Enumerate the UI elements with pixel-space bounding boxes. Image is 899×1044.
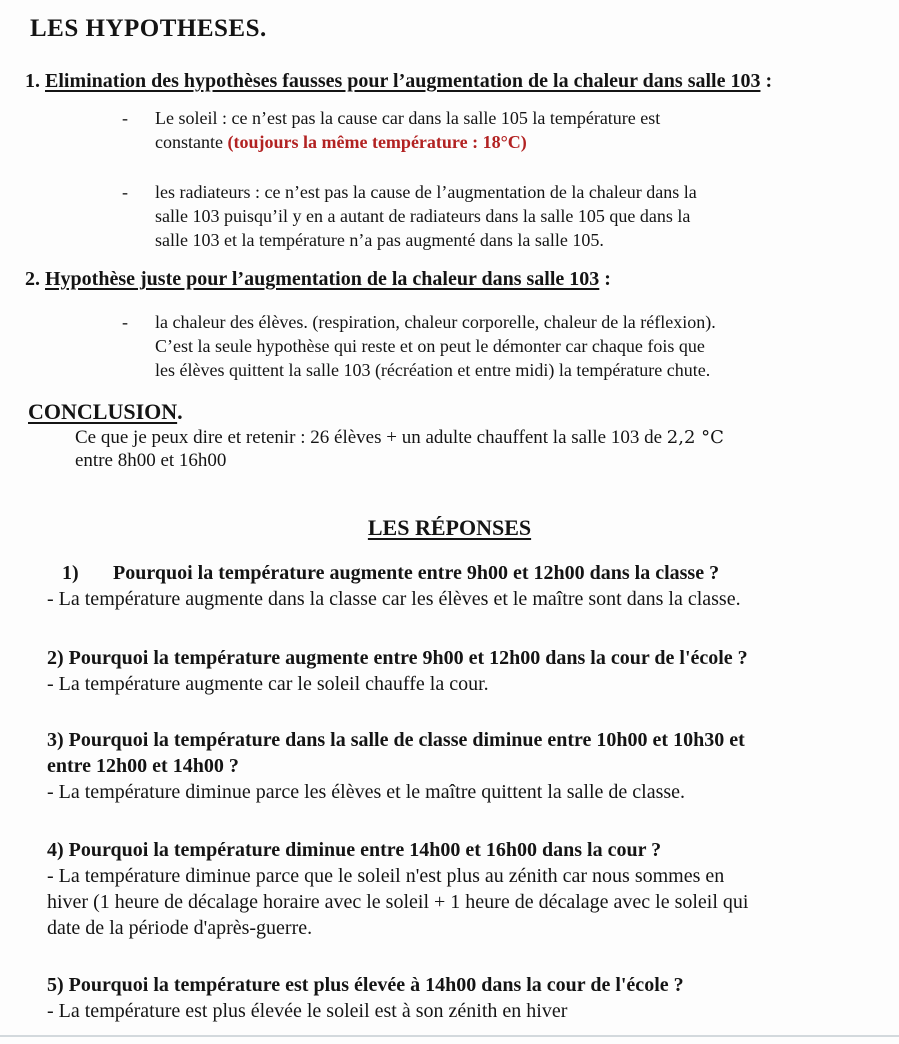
question-1-number: 1)	[62, 562, 79, 584]
section-1-number: 1.	[25, 70, 45, 92]
bullet-dash: -	[122, 312, 128, 332]
bullet-dash: -	[122, 182, 128, 202]
bullet-line: les radiateurs : ce n’est pas la cause de l’augmentation de la chaleur dans la	[155, 182, 697, 202]
section-2-number: 2.	[25, 268, 45, 290]
section-2-heading	[25, 266, 899, 292]
hypothesis-bullet-soleil	[0, 106, 899, 154]
bullet-dash: -	[122, 108, 128, 128]
conclusion-body	[75, 426, 899, 472]
bullet-line: C’est la seule hypothèse qui reste et on peut le démonter car chaque fois que	[155, 336, 705, 356]
question-2: 2) Pourquoi la température augmente entre 9h00 et 12h00 dans la cour de l'école ?	[47, 647, 748, 669]
section-1-heading-text: Elimination des hypothèses fausses pour l’augmentation de la chaleur dans salle 103	[45, 70, 761, 92]
qa-item-2	[47, 645, 885, 697]
answer-4-line-2: hiver (1 heure de décalage horaire avec le soleil + 1 heure de décalage avec le soleil qui	[47, 891, 749, 913]
temperature-value: 2,2 °C	[666, 427, 724, 448]
answer-2: - La température augmente car le soleil chauffe la cour.	[47, 673, 489, 695]
responses-heading	[0, 514, 899, 542]
bullet-line: la chaleur des élèves. (respiration, chaleur corporelle, chaleur de la réflexion).	[155, 312, 716, 332]
qa-item-5	[47, 972, 885, 1024]
question-3-line-2: entre 12h00 et 14h00 ?	[47, 755, 239, 777]
conclusion-text: Ce que je peux dire et retenir : 26 élèves + un adulte chauffent la salle 103 de	[75, 427, 667, 448]
section-2-heading-suffix: :	[599, 268, 611, 290]
bullet-line: Le soleil : ce n’est pas la cause car dans la salle 105 la température est	[155, 108, 661, 128]
qa-item-4	[47, 837, 885, 941]
conclusion-heading-suffix: .	[177, 399, 183, 424]
hypothesis-bullet-eleves	[0, 310, 899, 382]
answer-1: - La température augmente dans la classe car les élèves et le maître sont dans la classe.	[47, 588, 741, 610]
question-3: 3) Pourquoi la température dans la salle de classe diminue entre 10h00 et 10h30 et	[47, 729, 745, 751]
question-1	[47, 560, 885, 586]
answer-5: - La température est plus élevée le soleil est à son zénith en hiver	[47, 1000, 568, 1022]
bullet-line	[155, 130, 859, 154]
bullet-line: salle 103 et la température n’a pas augmenté dans la salle 105.	[155, 230, 604, 250]
bullet-line: salle 103 puisqu’il y en a autant de radiateurs dans la salle 105 que dans la	[155, 206, 691, 226]
question-5: 5) Pourquoi la température est plus élevée à 14h00 dans la cour de l'école ?	[47, 974, 684, 996]
qa-item-3	[47, 727, 885, 805]
conclusion-heading-text: CONCLUSION	[28, 399, 178, 424]
bullet-line: les élèves quittent la salle 103 (récréation et entre midi) la température chute.	[155, 360, 711, 380]
conclusion-line	[75, 426, 899, 449]
answer-4: - La température diminue parce que le soleil n'est plus au zénith car nous sommes en	[47, 865, 725, 887]
question-1-text: Pourquoi la température augmente entre 9h00 et 12h00 dans la classe ?	[113, 562, 720, 584]
section-1-heading-suffix: :	[760, 70, 773, 92]
conclusion-heading	[28, 398, 899, 426]
question-4: 4) Pourquoi la température diminue entre 14h00 et 16h00 dans la cour ?	[47, 839, 662, 861]
answer-4-line-3: date de la période d'après-guerre.	[47, 917, 313, 939]
qa-item-1	[47, 560, 885, 612]
bottom-divider	[0, 1035, 899, 1037]
questions-answers	[47, 560, 899, 1024]
document-title: LES HYPOTHESES.	[30, 15, 267, 42]
responses-heading-text: LES RÉPONSES	[367, 515, 532, 540]
section-1-heading	[25, 68, 899, 94]
answer-3: - La température diminue parce les élèves et le maître quittent la salle de classe.	[47, 781, 686, 803]
conclusion-line: entre 8h00 et 16h00	[75, 450, 227, 471]
hypothesis-bullet-radiateurs	[0, 180, 899, 252]
bullet-line-normal: constante	[155, 132, 228, 152]
section-2-heading-text: Hypothèse juste pour l’augmentation de la chaleur dans salle 103	[45, 268, 600, 290]
red-note: (toujours la même température : 18°C)	[227, 132, 527, 152]
